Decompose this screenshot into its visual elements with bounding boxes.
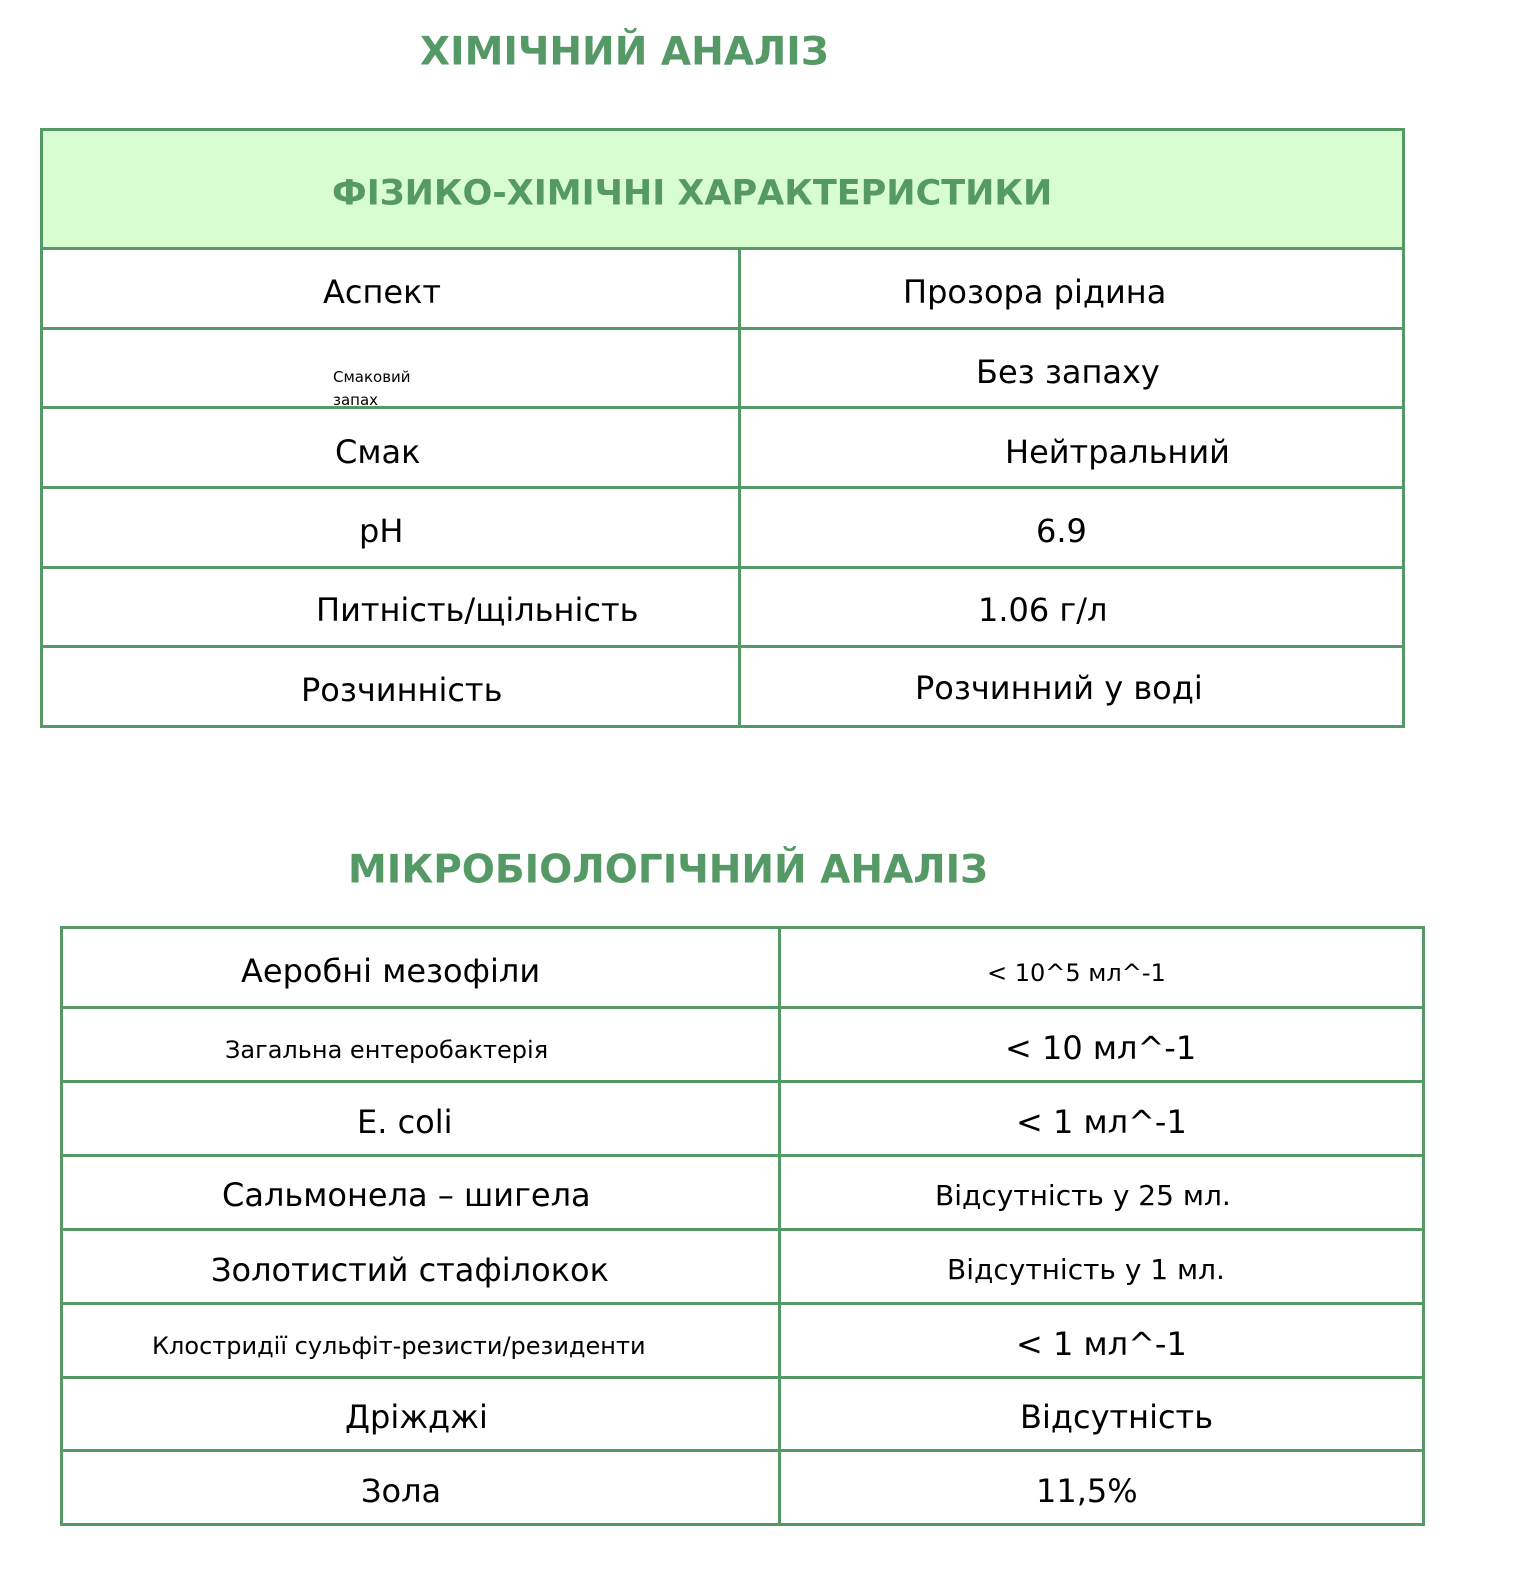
row-label: Клостридії сульфіт-резисти/резиденти (152, 1332, 646, 1360)
row-value: Відсутність у 1 мл. (947, 1253, 1225, 1286)
table-divider (60, 1006, 1425, 1009)
microbiological-analysis-title: МІКРОБІОЛОГІЧНИЙ АНАЛІЗ (348, 847, 988, 893)
row-label: Загальна ентеробактерія (225, 1036, 549, 1064)
row-value: < 10 мл^-1 (1005, 1029, 1197, 1067)
row-label: E. coli (357, 1103, 453, 1141)
row-value: 1.06 г/л (978, 591, 1108, 629)
row-label: Аспект (323, 273, 442, 311)
table-divider (60, 1154, 1425, 1157)
row-label: Золотистий стафілокок (211, 1251, 609, 1289)
row-label: Смак (335, 433, 421, 471)
row-value: < 10^5 мл^-1 (987, 959, 1166, 987)
row-value: 11,5% (1036, 1472, 1138, 1510)
table-divider (778, 926, 781, 1526)
row-value: Розчинний у воді (915, 669, 1203, 707)
row-label: Смаковий запах (333, 368, 411, 409)
row-value: Без запаху (976, 353, 1160, 391)
row-value: Відсутність у 25 мл. (935, 1179, 1231, 1212)
table-divider (40, 247, 1405, 250)
row-label: Зола (361, 1472, 442, 1510)
table-divider (40, 486, 1405, 489)
row-label: Аеробні мезофіли (241, 952, 541, 990)
table-divider (40, 645, 1405, 648)
table-divider (60, 1080, 1425, 1083)
table-divider (738, 247, 741, 727)
row-value: < 1 мл^-1 (1016, 1325, 1187, 1363)
table-divider (60, 1449, 1425, 1452)
chemical-analysis-title: ХІМІЧНИЙ АНАЛІЗ (420, 29, 829, 75)
table-divider (40, 406, 1405, 409)
table-divider (60, 1228, 1425, 1231)
table-divider (40, 327, 1405, 330)
row-label: Сальмонела – шигела (222, 1176, 591, 1214)
row-label: Питність/щільність (316, 591, 639, 629)
table-divider (40, 566, 1405, 569)
row-value: Відсутність (1020, 1398, 1214, 1436)
row-value: < 1 мл^-1 (1016, 1103, 1187, 1141)
table-divider (60, 1376, 1425, 1379)
row-value: 6.9 (1036, 512, 1087, 550)
table-header: ФІЗИКО-ХІМІЧНІ ХАРАКТЕРИСТИКИ (332, 173, 1053, 214)
row-value: Прозора рідина (903, 273, 1167, 311)
row-label: Дріжджі (345, 1398, 488, 1436)
row-label: pH (359, 512, 404, 550)
table-divider (60, 1302, 1425, 1305)
table-border (60, 926, 1425, 1526)
row-label: Розчинність (301, 671, 503, 709)
row-value: Нейтральний (1005, 433, 1230, 471)
